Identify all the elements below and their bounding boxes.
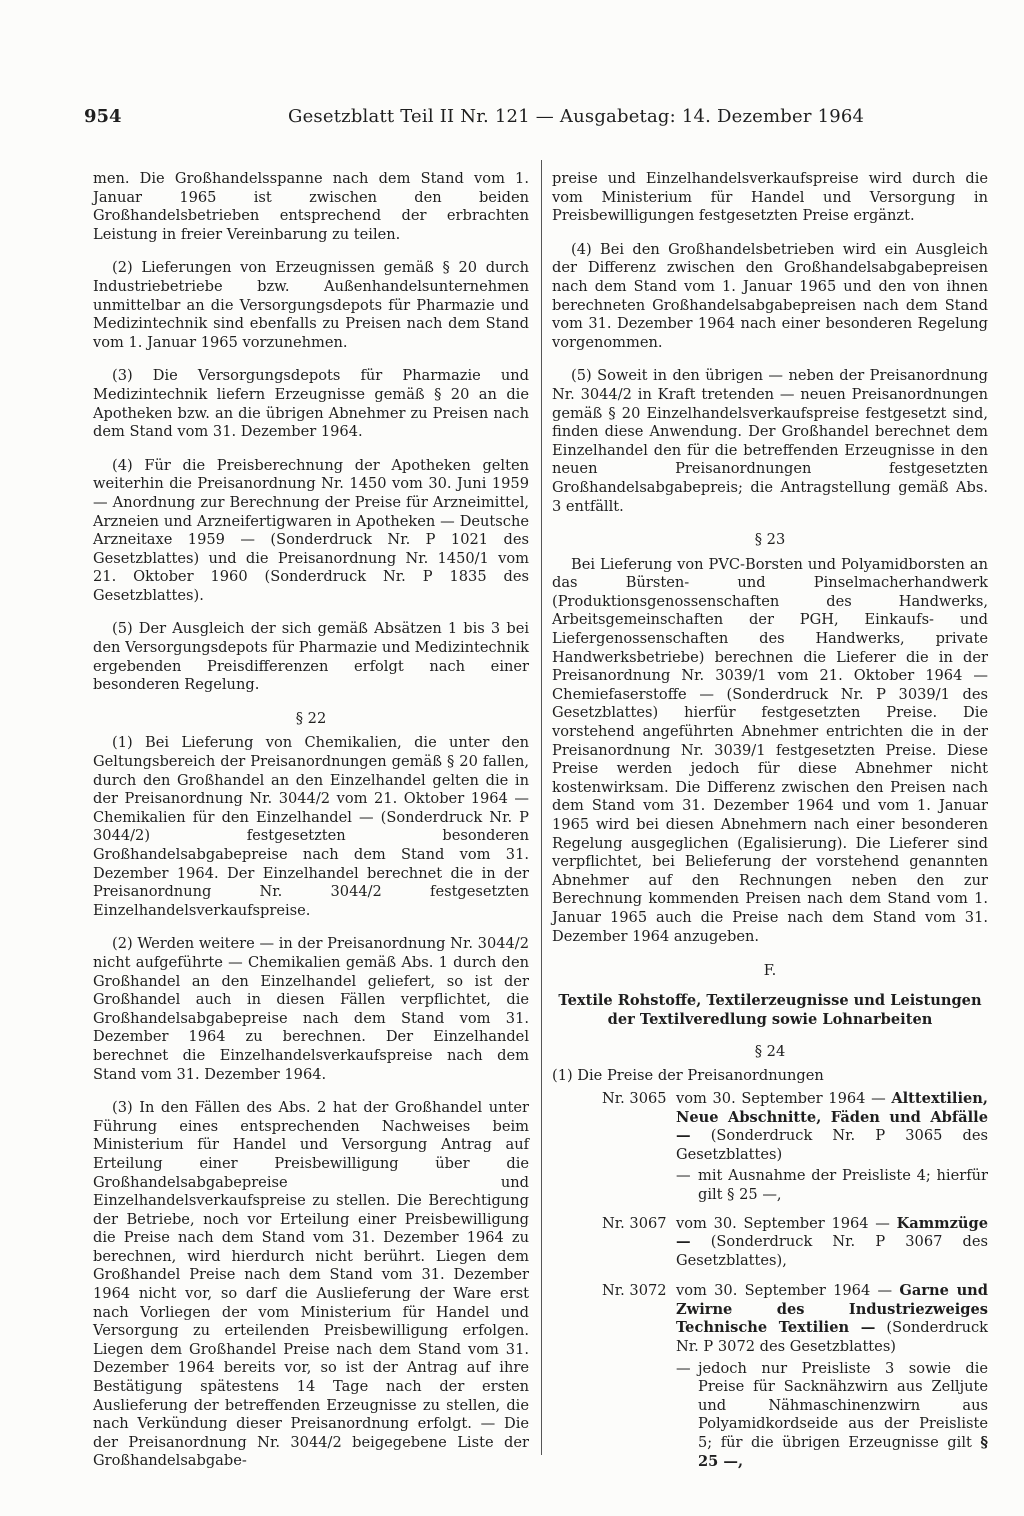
page-header	[84, 106, 984, 136]
ordinance-entry	[552, 1090, 988, 1164]
paragraph: (2) Werden weitere — in der Preisanordnung Nr. 3044/2 nicht aufgeführte — Chemikalien gemäß Abs. 1 durch den Großhandel an den Einzelhandel geliefert, so ist der Großhandel auch in diesen Fällen verpflichtet, die Großhandelsabgabepreise nach dem Stand vom 31. Dezember 1964 zu berechnen. Der Einzelhandel berechnet die Einzelhandelsverkaufspreise nach dem Stand vom 31. Dezember 1964.	[93, 935, 529, 1083]
section-title-line: der Textilveredlung sowie Lohnarbeiten	[607, 1010, 933, 1028]
paragraph: (5) Der Ausgleich der sich gemäß Absätzen 1 bis 3 bei den Versorgungsdepots für Pharmazie und Medizintechnik ergebenden Preisdifferenzen erfolgt nach einer besonderen Regelung.	[93, 620, 529, 694]
paragraph: (1) Bei Lieferung von Chemikalien, die unter den Geltungsbereich der Preisanordnungen gemäß § 20 fallen, durch den Großhandel an den Einzelhandel gelten die in der Preisanordnung Nr. 3044/2 vom 21. Oktober 1964 — Chemikalien für den Einzelhandel — (Sonderdruck Nr. P 3044/2) festgesetzten besonderen Großhandelsabgabepreise nach dem Stand vom 31. Dezember 1964. Der Einzelhandel berechnet die in der Preisanordnung Nr. 3044/2 festgesetzten Einzelhandelsverkaufspreise.	[93, 734, 529, 919]
section-22-heading: § 22	[295, 709, 327, 727]
paragraph: (4) Bei den Großhandelsbetrieben wird ein Ausgleich der Differenz zwischen den Großhandelsabgabepreisen nach dem Stand vom 1. Januar 1965 und den von ihnen berechneten Großhandelsabgabepreisen nach dem Stand vom 31. Dezember 1964 nach einer besonderen Regelung vorgenommen.	[552, 240, 988, 351]
right-column	[552, 170, 988, 1481]
section-24-heading: § 24	[754, 1042, 786, 1060]
paragraph: (5) Soweit in den übrigen — neben der Preisanordnung Nr. 3044/2 in Kraft tretenden — neuen Preisanordnungen gemäß § 20 Einzelhandelsverkaufspreise festgesetzt sind, finden diese Anwendung. Der Großhandel berechnet dem Einzelhandel den für die betreffenden Erzeugnisse in den neuen Preisanordnungen festgesetzten Großhandelsabgabepreis; die Antragstellung gemäß Abs. 3 entfällt.	[552, 367, 988, 515]
section-letter: F.	[763, 962, 777, 980]
section-24-intro: (1) Die Preise der Preisanordnungen	[552, 1067, 824, 1085]
ordinance-text: vom 30. September 1964 — Garne und Zwirne des Industriezweiges Technische Textilien — (Sonderdruck Nr. P 3072 des Gesetzblattes)	[676, 1282, 989, 1356]
ordinance-text: vom 30. September 1964 — Alttextilien, Neue Abschnitte, Fäden und Abfälle — (Sonderdruck Nr. P 3065 des Gesetzblattes)	[676, 1089, 988, 1163]
paragraph: (2) Lieferungen von Erzeugnissen gemäß § 20 durch Industriebetriebe bzw. Außenhandelsunternehmen unmittelbar an die Versorgungsdepots für Pharmazie und Medizintechnik sind ebenfalls zu Preisen nach dem Stand vom 1. Januar 1965 vorzunehmen.	[93, 259, 529, 351]
ordinance-note: — mit Ausnahme der Preisliste 4; hierfür gilt § 25 —,	[676, 1167, 988, 1203]
paragraph: (3) In den Fällen des Abs. 2 hat der Großhandel unter Führung eines entsprechenden Nachweises beim Ministerium für Handel und Versorgung Antrag auf Erteilung einer Preisbewilligung über die Großhandelsabgabepreise und Einzelhandelsverkaufspreise zu stellen. Die Berechtigung der Betriebe, noch vor Erteilung einer Preisbewilligung die Preise nach dem Stand vom 31. Dezember 1964 zu berechnen, wird hierdurch nicht berührt. Liegen dem Großhandel Preise nach dem Stand vom 31. Dezember 1964 nicht vor, so darf die Auslieferung der Ware erst nach Vorliegen der vom Ministerium für Handel und Versorgung zu erteilenden Preisbewilligung erfolgen. Liegen dem Großhandel Preise nach dem Stand vom 31. Dezember 1964 bereits vor, so ist der Antrag auf ihre Bestätigung spätestens 14 Tage nach der ersten Auslieferung der betreffenden Erzeugnisse zu stellen, die nach Verkündung dieser Preisanordnung erfolgt. — Die der Preisanordnung Nr. 3044/2 beigegebene Liste der Großhandelsabgabe-	[93, 1099, 529, 1470]
ordinance-number: Nr. 3067	[602, 1214, 667, 1232]
ordinance-entry	[552, 1215, 988, 1271]
page-number: 954	[84, 106, 122, 127]
ordinance-note: — jedoch nur Preisliste 3 sowie die Preise für Sacknähzwirn aus Zelljute und Nähmaschinenzwirn aus Polyamidkordseide aus der Preisliste 5; für die übrigen Erzeugnisse gilt § 25 —,	[676, 1359, 989, 1470]
section-title	[552, 991, 988, 1029]
section-23-heading: § 23	[754, 531, 786, 549]
section-title-line: Textile Rohstoffe, Textilerzeugnisse und Leistungen	[558, 991, 982, 1009]
ordinance-text: vom 30. September 1964 — Kammzüge — (Sonderdruck Nr. P 3067 des Gesetzblattes),	[676, 1214, 988, 1269]
paragraph: men. Die Großhandelsspanne nach dem Stand vom 1. Januar 1965 ist zwischen den beiden Großhandelsbetrieben entsprechend der erbrachten Leistung in freier Vereinbarung zu teilen.	[93, 170, 529, 243]
ordinance-number: Nr. 3072	[602, 1282, 667, 1300]
paragraph: (4) Für die Preisberechnung der Apotheken gelten weiterhin die Preisanordnung Nr. 1450 vom 30. Juni 1959 — Anordnung zur Berechnung der Preise für Arzneimittel, Arzneien und Arzneifertigwaren in Apotheken — Deutsche Arzneitaxe 1959 — (Sonderdruck Nr. P 1021 des Gesetzblattes) und die Preisanordnung Nr. 1450/1 vom 21. Oktober 1960 (Sonderdruck Nr. P 1835 des Gesetzblattes).	[93, 456, 529, 604]
paragraph: Bei Lieferung von PVC-Borsten und Polyamidborsten an das Bürsten- und Pinselmacherhandwerk (Produktionsgenossenschaften des Handwerks, Arbeitsgemeinschaften der PGH, Einkaufs- und Liefergenossenschaften des Handwerks, private Handwerksbetriebe) berechnen die Lieferer die in der Preisanordnung Nr. 3039/1 vom 21. Oktober 1964 — Chemiefaserstoffe — (Sonderdruck Nr. P 3039/1 des Gesetzblattes) hierfür festgesetzten Preise. Die vorstehend angeführten Abnehmer entrichten die in der Preisanordnung Nr. 3039/1 festgesetzten Preise. Diese Preise werden jedoch für diese Abnehmer nicht kostenwirksam. Die Differenz zwischen den Preisen nach dem Stand vom 31. Dezember 1964 und vom 1. Januar 1965 wird bei diesen Abnehmern nach einer besonderen Regelung ausgeglichen (Egalisierung). Die Lieferer sind verpflichtet, bei Belieferung der vorstehend genannten Abnehmer auf den Rechnungen neben den zur Berechnung kommenden Preisen nach dem Stand vom 1. Januar 1965 auch die Preise nach dem Stand vom 31. Dezember 1964 anzugeben.	[552, 555, 988, 945]
paragraph: (3) Die Versorgungsdepots für Pharmazie und Medizintechnik liefern Erzeugnisse gemäß § 20 an die Apotheken bzw. an die übrigen Abnehmer zu Preisen nach dem Stand vom 31. Dezember 1964.	[93, 367, 529, 441]
left-column	[93, 170, 529, 1486]
ordinance-entry	[552, 1282, 988, 1356]
paragraph: preise und Einzelhandelsverkaufspreise wird durch die vom Ministerium für Handel und Versorgung in Preisbewilligungen festgesetzten Preise ergänzt.	[552, 170, 988, 225]
running-title: Gesetzblatt Teil II Nr. 121 — Ausgabetag: 14. Dezember 1964	[288, 106, 865, 127]
ordinance-number: Nr. 3065	[602, 1089, 667, 1107]
column-divider	[541, 160, 542, 1455]
